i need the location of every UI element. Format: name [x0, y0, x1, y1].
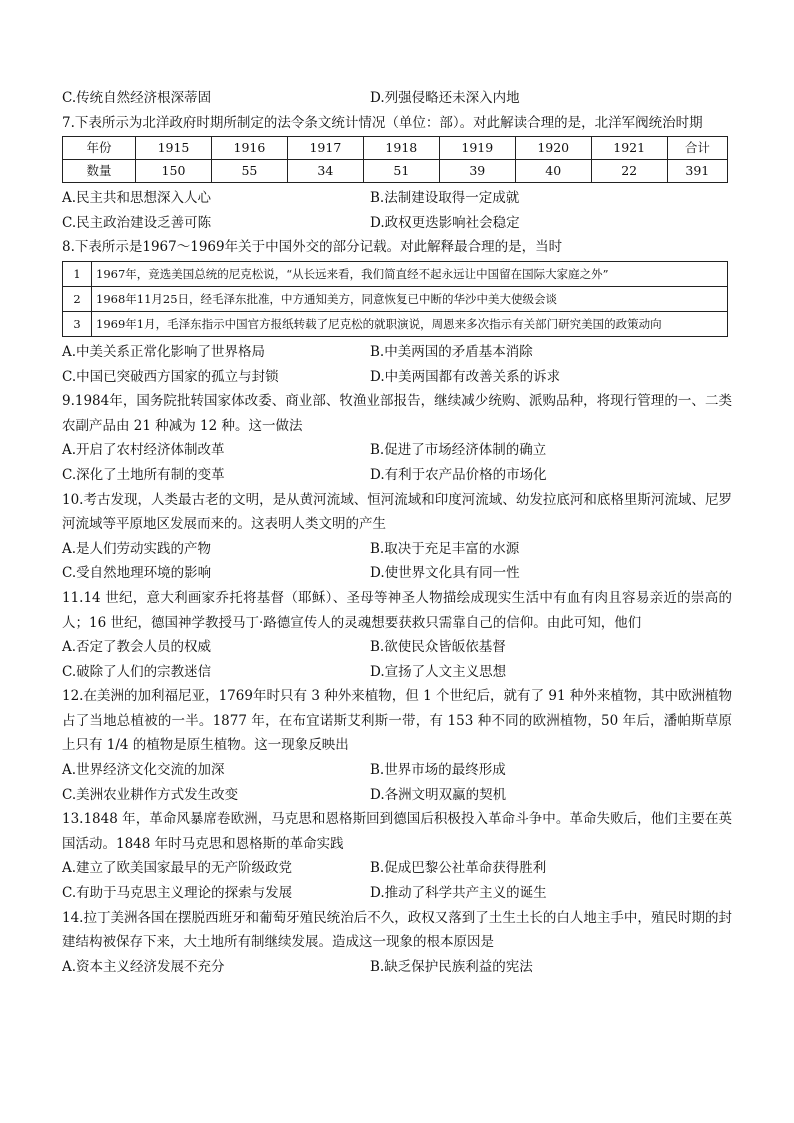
- q13-stem: 13.1848 年，革命风暴席卷欧洲，马克思和恩格斯回到德国后积极投入革命斗争中。革命失败后，他们主要在英国活动。1848 年时马克思和恩格斯的革命实践: [62, 811, 732, 852]
- option-b: B.法制建设取得一定成就: [370, 190, 520, 207]
- q10-options-cd: [62, 561, 732, 586]
- table-cell: 1916: [211, 137, 287, 160]
- table-cell: 1921: [591, 137, 667, 160]
- option-d: D.列强侵略还未深入内地: [370, 90, 520, 106]
- option-d: D.有利于农产品价格的市场化: [370, 466, 547, 483]
- q8-options-cd: [62, 365, 732, 390]
- table-cell: 51: [363, 160, 439, 183]
- table-row: [63, 160, 728, 183]
- q6-options: [62, 86, 732, 111]
- option-a: A.建立了欧美国家最早的无产阶级政党: [62, 860, 293, 877]
- option-d: D.使世界文化具有同一性: [370, 565, 520, 582]
- q14-options-ab: [62, 955, 732, 980]
- option-c: C.深化了土地所有制的变革: [62, 466, 225, 483]
- row-text: 1967年，竞选美国总统的尼克松说，“从长远来看，我们简直经不起永远让中国留在国际大家庭之外”: [92, 261, 728, 286]
- q13-options-cd: [62, 881, 732, 906]
- option-b: B.中美两国的矛盾基本消除: [370, 343, 533, 360]
- table-cell: 391: [667, 160, 727, 183]
- q9-stem: 9.1984年，国务院批转国家体改委、商业部、牧渔业部报告，继续减少统购、派购品种，将现行管理的一、二类农副产品由 21 种减为 12 种。这一做法: [62, 393, 732, 434]
- q7-options-cd: [62, 211, 732, 236]
- table-row: [63, 286, 728, 311]
- table-cell: 1917: [287, 137, 363, 160]
- option-d: D.宣扬了人文主义思想: [370, 663, 507, 680]
- table-cell: 年份: [63, 137, 136, 160]
- option-b: B.促进了市场经济体制的确立: [370, 442, 547, 459]
- table-cell: 34: [287, 160, 363, 183]
- q12-stem: 12.在美洲的加利福尼亚，1769年时只有 3 种外来植物，但 1 个世纪后，就有了 91 种外来植物，其中欧洲植物占了当地总植被的一半。1877 年，在布宜诺斯艾利斯一带，有 153 种不同的欧洲植物，50 年后，潘帕斯草原上只有 1/4 的植物是原生植物。这一现象反映出: [62, 688, 732, 754]
- q10-stem: 10.考古发现，人类最古老的文明，是从黄河流域、恒河流域和印度河流域、幼发拉底河和底格里斯河流域、尼罗河流域等平原地区发展而来的。这表明人类文明的产生: [62, 491, 732, 533]
- q9-options-ab: [62, 438, 732, 463]
- option-c: C.有助于马克思主义理论的探索与发展: [62, 885, 293, 902]
- row-number: 3: [63, 311, 92, 336]
- option-a: A.中美关系正常化影响了世界格局: [62, 343, 266, 360]
- table-cell: 1920: [515, 137, 591, 160]
- q12-options-cd: [62, 783, 732, 808]
- option-a: A.民主共和思想深入人心: [62, 190, 212, 207]
- table-cell: 1919: [439, 137, 515, 160]
- option-a: A.是人们劳动实践的产物: [62, 540, 212, 557]
- exam-page: [62, 86, 732, 979]
- option-b: B.取决于充足丰富的水源: [370, 540, 520, 557]
- option-c: C.传统自然经济根深蒂固: [62, 90, 212, 106]
- option-d: D.政权更迭影响社会稳定: [370, 214, 520, 231]
- option-c: C.民主政治建设乏善可陈: [62, 214, 212, 231]
- option-a: A.否定了教会人员的权威: [62, 639, 212, 656]
- q11-stem: 11.14 世纪，意大利画家乔托将基督（耶稣）、圣母等神圣人物描绘成现实生活中有血有肉且容易亲近的崇高的人；16 世纪，德国神学教授马丁·路德宣传人的灵魂想要获救只需靠自己的信仰。由此可知，他们: [62, 589, 732, 631]
- table-row: [63, 261, 728, 286]
- option-c: C.破除了人们的宗教迷信: [62, 663, 212, 680]
- option-b: B.世界市场的最终形成: [370, 762, 506, 779]
- option-b: B.促成巴黎公社革命获得胜利: [370, 860, 547, 877]
- option-d: D.推动了科学共产主义的诞生: [370, 885, 547, 902]
- table-cell: 合计: [667, 137, 727, 160]
- option-a: A.开启了农村经济体制改革: [62, 442, 225, 459]
- q12-options-ab: [62, 758, 732, 783]
- q13-options-ab: [62, 856, 732, 881]
- q7-stem: 7.下表所示为北洋政府时期所制定的法令条文统计情况（单位：部）。对此解读合理的是，北洋军阀统治时期: [62, 114, 703, 131]
- table-cell: 22: [591, 160, 667, 183]
- option-b: B.缺乏保护民族利益的宪法: [370, 958, 533, 975]
- option-a: A.世界经济文化交流的加深: [62, 762, 225, 779]
- row-number: 1: [63, 261, 92, 286]
- q7-table: [62, 136, 728, 183]
- option-c: C.受自然地理环境的影响: [62, 565, 212, 582]
- table-cell: 55: [211, 160, 287, 183]
- table-cell: 150: [136, 160, 212, 183]
- row-text: 1969年1月，毛泽东指示中国官方报纸转载了尼克松的就职演说，周恩来多次指示有关部门研究美国的政策动向: [92, 311, 728, 336]
- row-number: 2: [63, 286, 92, 311]
- row-text: 1968年11月25日，经毛泽东批准，中方通知美方，同意恢复已中断的华沙中美大使级会谈: [92, 286, 728, 311]
- q8-options-ab: [62, 340, 732, 365]
- q8-stem: 8.下表所示是1967～1969年关于中国外交的部分记载。对此解释最合理的是，当时: [62, 239, 563, 256]
- table-cell: 40: [515, 160, 591, 183]
- q14-stem: 14.拉丁美洲各国在摆脱西班牙和葡萄牙殖民统治后不久，政权又落到了土生土长的白人地主手中，殖民时期的封建结构被保存下来，大土地所有制继续发展。造成这一现象的根本原因是: [62, 909, 732, 951]
- table-row: [63, 137, 728, 160]
- q10-options-ab: [62, 537, 732, 562]
- table-cell: 39: [439, 160, 515, 183]
- table-cell: 数量: [63, 160, 136, 183]
- q11-options-cd: [62, 660, 732, 685]
- q8-table: [62, 261, 728, 337]
- q9-options-cd: [62, 463, 732, 488]
- q11-options-ab: [62, 635, 732, 660]
- option-c: C.美洲农业耕作方式发生改变: [62, 786, 239, 803]
- table-cell: 1915: [136, 137, 212, 160]
- option-a: A.资本主义经济发展不充分: [62, 958, 225, 975]
- option-c: C.中国已突破西方国家的孤立与封锁: [62, 368, 279, 385]
- q7-options-ab: [62, 186, 732, 211]
- table-cell: 1918: [363, 137, 439, 160]
- option-d: D.各洲文明双赢的契机: [370, 786, 507, 803]
- table-row: [63, 311, 728, 336]
- option-b: B.欲使民众皆皈依基督: [370, 639, 506, 656]
- option-d: D.中美两国都有改善关系的诉求: [370, 368, 561, 385]
